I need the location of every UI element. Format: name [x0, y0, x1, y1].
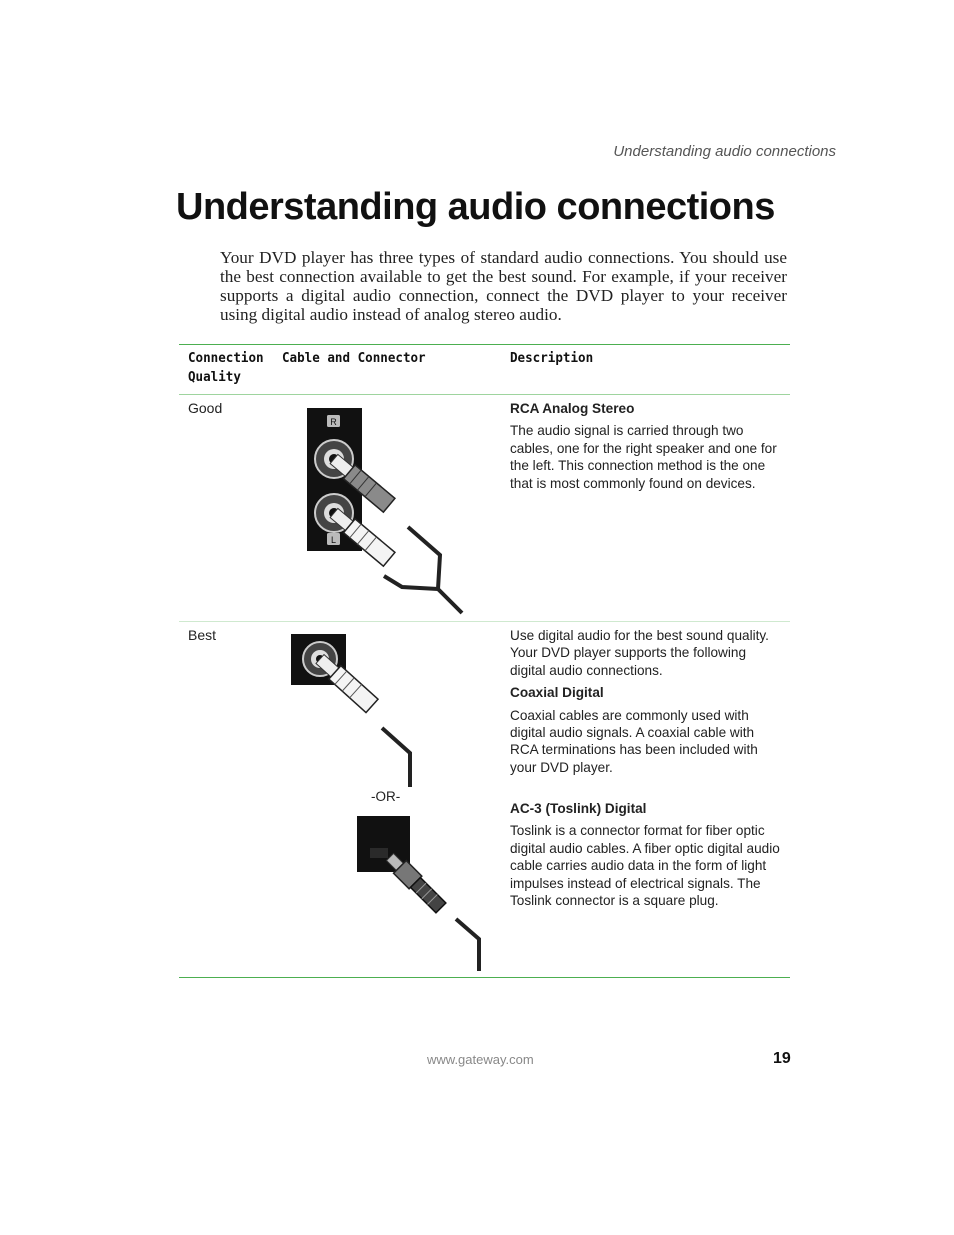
description-toslink [510, 800, 782, 909]
rca-heading: RCA Analog Stereo [510, 401, 635, 416]
footer-url: www.gateway.com [427, 1052, 534, 1067]
table-header-rule [179, 394, 790, 395]
column-header-description: Description [510, 350, 594, 366]
quality-good: Good [188, 400, 223, 416]
running-header: Understanding audio connections [613, 143, 836, 160]
rca-analog-stereo-illustration [300, 405, 475, 620]
coaxial-text: Coaxial cables are commonly used with digital audio signals. A coaxial cable with RCA terminations has been included with your DVD player. [510, 707, 758, 775]
column-header-cable-and-connector: Cable and Connector [282, 350, 426, 366]
table-bottom-rule [179, 977, 790, 978]
toslink-digital-illustration [356, 815, 486, 975]
description-digital [510, 627, 782, 776]
coaxial-digital-illustration [290, 633, 420, 793]
table-row-divider [179, 621, 790, 622]
description-rca [510, 400, 782, 492]
intro-paragraph: Your DVD player has three types of standard audio connections. You should use the best connection available to get the best sound. For example, if your receiver supports a digital audio connection, connect the DVD player to your receiver using digital audio instead of analog stereo audio. [220, 248, 787, 324]
or-separator: -OR- [371, 789, 401, 804]
right-jack-label: R [330, 417, 337, 427]
column-header-connection-quality: Connection Quality [188, 350, 264, 385]
coaxial-heading: Coaxial Digital [510, 685, 604, 701]
toslink-heading: AC-3 (Toslink) Digital [510, 801, 647, 816]
digital-intro-text: Use digital audio for the best sound quality. Your DVD player supports the following digital audio connections. [510, 628, 769, 678]
page-number: 19 [773, 1050, 791, 1067]
left-jack-label: L [330, 535, 337, 545]
toslink-text: Toslink is a connector format for fiber optic digital audio cables. A fiber optic digital audio cable carries audio data in the form of light impulses instead of electrical signals. The Toslink connector is a square plug. [510, 823, 780, 909]
quality-best: Best [188, 627, 217, 643]
table-top-rule [179, 344, 790, 345]
rca-text: The audio signal is carried through two cables, one for the right speaker and one for the left. This connection method is the one that is most commonly found on devices. [510, 423, 777, 491]
page-title: Understanding audio connections [176, 186, 775, 228]
